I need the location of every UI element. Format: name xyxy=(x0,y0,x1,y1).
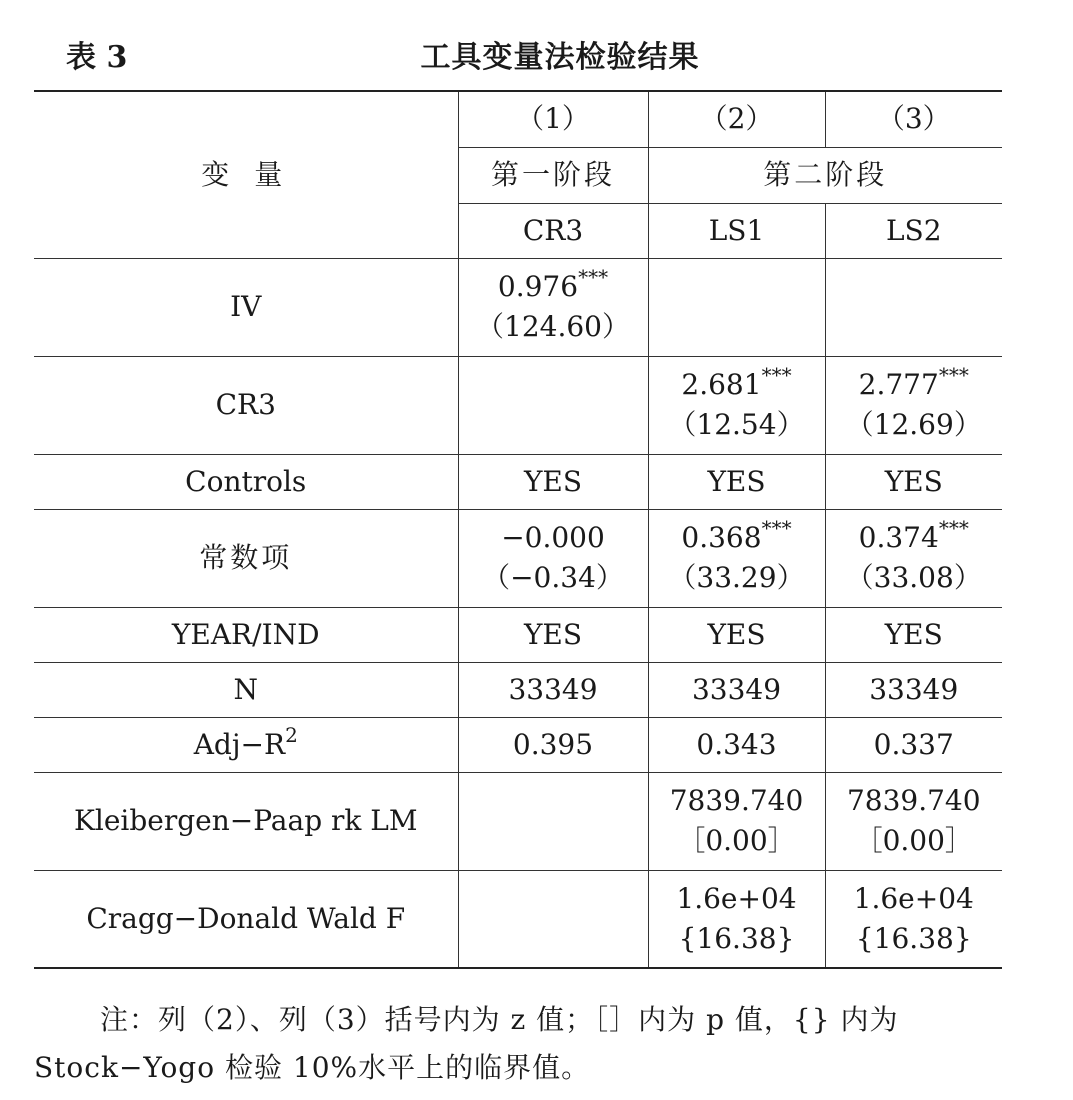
variable-header: 变 量 xyxy=(34,91,458,258)
header-row-col-numbers xyxy=(34,91,1002,147)
row-label-cr3: CR3 xyxy=(34,356,458,454)
table-row xyxy=(34,258,1002,356)
table-row xyxy=(34,662,1002,717)
table-caption xyxy=(0,28,1073,78)
cell-n-c1: 33349 xyxy=(458,662,648,717)
dep-var-3: LS2 xyxy=(825,203,1002,258)
cell-constant-c3: 0.374*** （33.08） xyxy=(825,509,1002,607)
table-note: 注：列（2）、列（3）括号内为 z 值；［］内为 p 值，{} 内为 Stock−Yogo 检验 10%水平上的临界值。 xyxy=(34,1003,899,1084)
row-label-n: N xyxy=(34,662,458,717)
cell-iv-c3 xyxy=(825,258,1002,356)
cell-adj-r2-c2: 0.343 xyxy=(648,717,825,772)
table-number: 表 3 xyxy=(66,40,128,75)
col-number-2: （2） xyxy=(648,91,825,147)
cell-constant-c2: 0.368*** （33.29） xyxy=(648,509,825,607)
cell-cr3-c3: 2.777*** （12.69） xyxy=(825,356,1002,454)
cell-controls-c1: YES xyxy=(458,454,648,509)
stage-second: 第二阶段 xyxy=(648,147,1002,203)
table-row xyxy=(34,356,1002,454)
cell-controls-c2: YES xyxy=(648,454,825,509)
table-row xyxy=(34,454,1002,509)
cell-controls-c3: YES xyxy=(825,454,1002,509)
cell-cr3-c2: 2.681*** （12.54） xyxy=(648,356,825,454)
row-label-adj-r2: $Adj-R^2$ xyxy=(34,717,458,772)
table-title: 工具变量法检验结果 xyxy=(420,40,700,75)
cell-iv-c2 xyxy=(648,258,825,356)
row-label-year-ind: YEAR/IND xyxy=(34,607,458,662)
cell-cd-f-c1 xyxy=(458,870,648,968)
col-number-3: （3） xyxy=(825,91,1002,147)
row-label-iv: IV xyxy=(34,258,458,356)
row-label-kp-lm: Kleibergen−Paap rk LM xyxy=(34,772,458,870)
cell-kp-lm-c2: 7839.740 ［0.00］ xyxy=(648,772,825,870)
cell-kp-lm-c3: 7839.740 ［0.00］ xyxy=(825,772,1002,870)
table-row xyxy=(34,509,1002,607)
cell-constant-c1: −0.000 （−0.34） xyxy=(458,509,648,607)
cell-year-ind-c3: YES xyxy=(825,607,1002,662)
row-label-constant: 常数项 xyxy=(34,509,458,607)
table-row xyxy=(34,772,1002,870)
cell-year-ind-c1: YES xyxy=(458,607,648,662)
cell-n-c3: 33349 xyxy=(825,662,1002,717)
table-row xyxy=(34,607,1002,662)
cell-n-c2: 33349 xyxy=(648,662,825,717)
cell-iv-c1: 0.976*** （124.60） xyxy=(458,258,648,356)
cell-adj-r2-c1: 0.395 xyxy=(458,717,648,772)
cell-adj-r2-c3: 0.337 xyxy=(825,717,1002,772)
stage-first: 第一阶段 xyxy=(458,147,648,203)
cell-cr3-c1 xyxy=(458,356,648,454)
results-table xyxy=(34,90,1002,969)
table-row xyxy=(34,870,1002,968)
row-label-controls: Controls xyxy=(34,454,458,509)
cell-cd-f-c3: 1.6e+04 {16.38} xyxy=(825,870,1002,968)
cell-kp-lm-c1 xyxy=(458,772,648,870)
cell-cd-f-c2: 1.6e+04 {16.38} xyxy=(648,870,825,968)
dep-var-1: CR3 xyxy=(458,203,648,258)
dep-var-2: LS1 xyxy=(648,203,825,258)
cell-year-ind-c2: YES xyxy=(648,607,825,662)
col-number-1: （1） xyxy=(458,91,648,147)
table-row xyxy=(34,717,1002,772)
row-label-cd-f: Cragg−Donald Wald F xyxy=(34,870,458,968)
